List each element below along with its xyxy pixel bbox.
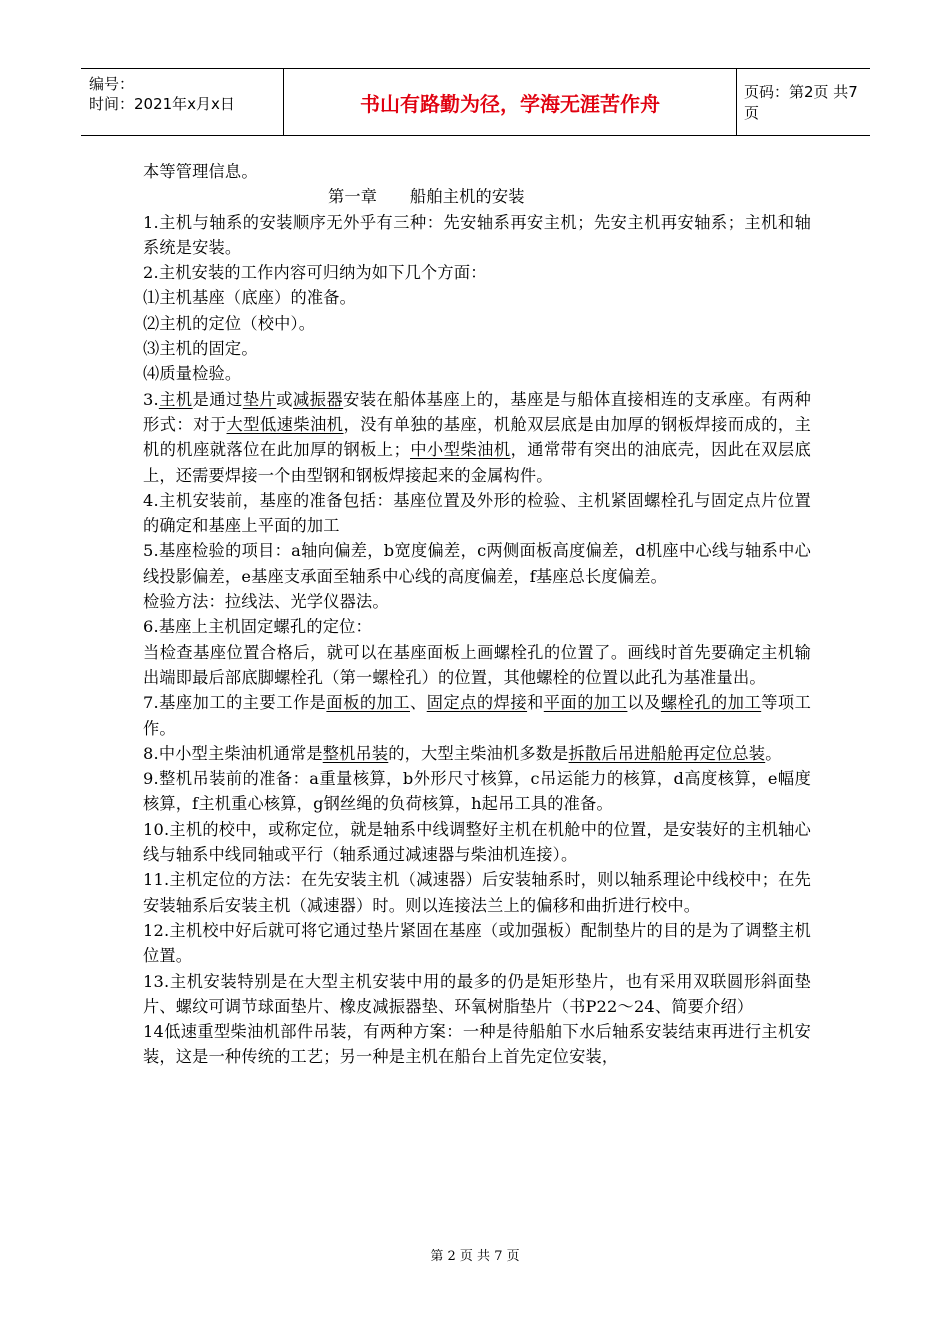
text: ，通常带有突出的油底壳，因此在双层底上，还需要焊接一个由型钢和钢板焊接起来的金属构件。 (143, 440, 812, 485)
underlined-term: 螺栓孔的加工 (660, 693, 762, 713)
paragraph: 当检查基座位置合格后，就可以在基座面板上画螺栓孔的位置了。画线时首先要确定主机输出端即最后部底脚螺栓孔（第一螺栓孔）的位置，其他螺栓的位置以此孔为基准量出。 (143, 642, 811, 687)
underlined-term: 主机 (158, 389, 193, 409)
underlined-term: 大型低速柴油机 (226, 414, 344, 434)
list-item: ⑴主机基座（底座）的准备。 (143, 288, 357, 308)
header-meta (81, 69, 283, 135)
paragraph: 9.整机吊装前的准备：a重量核算，b外形尺寸核算，c吊运能力的核算，d高度核算，e幅度核算，f主机重心核算，g钢丝绳的负荷核算，h起吊工具的准备。 (143, 769, 811, 814)
paragraph: 6.基座上主机固定螺孔的定位： (143, 617, 372, 637)
underlined-term: 中小型柴油机 (410, 440, 511, 460)
underlined-term: 面板的加工 (326, 693, 410, 713)
time-label: 时间：2021年x月x日 (89, 95, 235, 113)
header-motto: 书山有路勤为径，学海无涯苦作舟 (283, 69, 737, 135)
document-body (143, 159, 811, 1070)
list-item: ⑵主机的定位（校中）。 (143, 313, 316, 333)
underlined-term: 垫片 (242, 389, 277, 409)
paragraph: 2.主机安装的工作内容可归纳为如下几个方面： (143, 263, 487, 283)
paragraph: 13.主机安装特别是在大型主机安装中用的最多的仍是矩形垫片，也有采用双联圆形斜面垫片、螺纹可调节球面垫片、橡皮减振器垫、环氧树脂垫片（书P22～24、简要介绍） (143, 971, 811, 1016)
serial-label: 编号： (89, 75, 135, 93)
text: 。 (765, 743, 782, 763)
text: 8.中小型主柴油机通常是 (143, 743, 323, 763)
paragraph: 14低速重型柴油机部件吊装，有两种方案：一种是待船舶下水后轴系安装结束再进行主机安装，这是一种传统的工艺；另一种是主机在船台上首先定位安装， (143, 1022, 811, 1067)
paragraph: 12.主机校中好后就可将它通过垫片紧固在基座（或加强板）配制垫片的目的是为了调整主机位置。 (143, 920, 811, 966)
paragraph: 10.主机的校中，或称定位，就是轴系中线调整好主机在机舱中的位置，是安装好的主机轴心线与轴系中线同轴或平行（轴系通过减速器与柴油机连接）。 (143, 819, 811, 865)
paragraph: 本等管理信息。 (143, 162, 258, 181)
paragraph: 1.主机与轴系的安装顺序无外乎有三种：先安轴系再安主机；先安主机再安轴系；主机和轴系统是安装。 (143, 212, 811, 257)
text: 3. (143, 389, 159, 409)
paragraph: 检验方法：拉线法、光学仪器法。 (143, 592, 389, 612)
underlined-term: 减振器 (293, 389, 344, 409)
page-footer: 第 2 页 共 7 页 (430, 1249, 520, 1264)
paragraph (143, 741, 811, 766)
text: 或 (276, 389, 293, 409)
underlined-term: 整机吊装 (322, 743, 389, 763)
text: 7.基座加工的主要工作是 (143, 693, 327, 713)
underlined-term: 拆散后吊进船舱再定位总装 (568, 743, 766, 763)
text: 是通过 (192, 389, 243, 409)
paragraph: 5.基座检验的项目：a轴向偏差，b宽度偏差，c两侧面板高度偏差，d机座中心线与轴系中心线投影偏差，e基座支承面至轴系中心线的高度偏差，f基座总长度偏差。 (143, 541, 811, 586)
header-page-label: 页码：第2页 共7页 (744, 83, 858, 122)
underlined-term: 平面的加工 (543, 693, 628, 713)
list-item: ⑷质量检验。 (143, 364, 242, 384)
paragraph (143, 690, 811, 741)
text: 安装在船体基座上的，基座是与船体直接相连的支承座。有两种形式：对于 (143, 389, 812, 434)
text: 的，大型主柴油机多数是 (388, 743, 569, 763)
text: ，没有单独的基座，机舱双层底是由加厚的钢板焊接而成的，主机的机座就落位在此加厚的钢板上； (143, 414, 811, 460)
text: 和 (527, 693, 544, 713)
list-item: ⑶主机的固定。 (143, 339, 258, 359)
underlined-term: 固定点的焊接 (426, 693, 528, 713)
text: 、 (410, 693, 427, 713)
chapter-title: 第一章 船舶主机的安装 (328, 187, 525, 207)
paragraph: 11.主机定位的方法：在先安装主机（减速器）后安装轴系时，则以轴系理论中线校中；在先安装轴系后安装主机（减速器）时。则以连接法兰上的偏移和曲折进行校中。 (143, 870, 811, 915)
paragraph: 4.主机安装前，基座的准备包括：基座位置及外形的检验、主机紧固螺栓孔与固定点片位置的确定和基座上平面的加工 (143, 490, 811, 536)
text: 以及 (627, 693, 661, 713)
page-header (81, 68, 870, 136)
paragraph (143, 387, 811, 488)
text: 等项工作。 (143, 693, 812, 738)
